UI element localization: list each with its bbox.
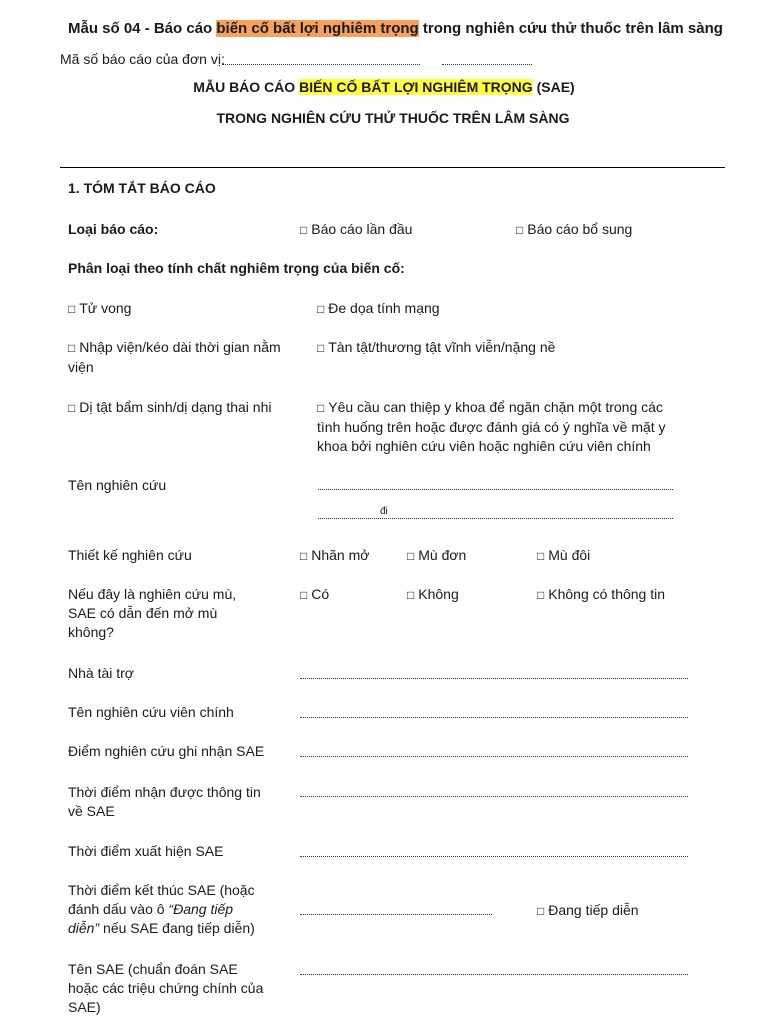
hospitalization-label-line2: viện — [68, 359, 94, 375]
info-received-time-label — [68, 783, 293, 821]
site-field[interactable] — [300, 756, 688, 757]
checkbox-yes[interactable] — [300, 585, 329, 605]
unblinding-label-line1: Nếu đây là nghiên cứu mù, — [68, 586, 237, 602]
title-highlight: BIẾN CỐ BẤT LỢI NGHIÊM TRỌNG — [299, 79, 533, 95]
checkbox-icon: □ — [300, 223, 308, 237]
checkbox-icon: □ — [68, 341, 76, 355]
unblinding-label — [68, 585, 278, 642]
study-name-stray-mark: đi — [380, 506, 388, 517]
checkbox-icon: □ — [407, 549, 415, 563]
unit-code-field-2[interactable] — [442, 64, 532, 65]
checkbox-initial-report[interactable] — [300, 220, 412, 240]
birth-defect-label: Dị tật bẩm sinh/dị dạng thai nhi — [79, 399, 272, 415]
checkbox-single-blind[interactable] — [407, 546, 466, 566]
study-name-field-1[interactable] — [318, 489, 673, 490]
checkbox-birth-defect[interactable] — [68, 398, 271, 418]
intervention-label-line3: khoa bởi nghiên cứu viên hoặc nghiên cứu viên chính — [317, 438, 651, 454]
single-blind-text: Mù đơn — [418, 547, 467, 563]
sae-name-label-line1: Tên SAE (chuẩn đoán SAE — [68, 961, 238, 977]
sponsor-field[interactable] — [300, 678, 688, 679]
form-number-highlight: biến cố bất lợi nghiêm trọng — [216, 20, 419, 37]
checkbox-no[interactable] — [407, 585, 459, 605]
death-label: Tử vong — [79, 300, 132, 316]
onset-time-field[interactable] — [300, 856, 688, 857]
end-time-label-line3a: diễn” — [68, 920, 100, 936]
checkbox-icon: □ — [300, 588, 308, 602]
checkbox-icon: □ — [68, 401, 76, 415]
intervention-label-line2: tình huống trên hoặc được đánh giá có ý nghĩa về mặt y — [317, 419, 666, 435]
checkbox-disability[interactable] — [317, 338, 555, 358]
section-divider — [60, 167, 725, 168]
checkbox-no-information[interactable] — [537, 585, 665, 605]
page-subtitle: TRONG NGHIÊN CỨU THỬ THUỐC TRÊN LÂM SÀNG — [216, 110, 570, 126]
form-number-suffix: trong nghiên cứu thử thuốc trên lâm sàng — [418, 20, 723, 37]
checkbox-icon: □ — [317, 341, 325, 355]
disability-label: Tàn tật/thương tật vĩnh viễn/nặng nề — [328, 339, 556, 355]
page-title — [0, 77, 768, 97]
report-type-label: Loại báo cáo: — [68, 221, 159, 237]
form-number-prefix: Mẫu số 04 - Báo cáo — [68, 20, 217, 37]
info-received-label-line1: Thời điểm nhận được thông tin — [68, 784, 261, 800]
title-prefix: MẪU BÁO CÁO — [193, 79, 300, 95]
checkbox-icon: □ — [300, 549, 308, 563]
no-information-text: Không có thông tin — [548, 586, 666, 602]
end-time-label-line3b: nếu SAE đang tiếp diễn) — [99, 920, 255, 936]
checkbox-ongoing[interactable] — [537, 901, 639, 921]
checkbox-hospitalization[interactable] — [68, 338, 308, 377]
section-heading: 1. TÓM TẮT BÁO CÁO — [68, 180, 216, 196]
unblinding-label-line3: không? — [68, 624, 114, 640]
checkbox-double-blind[interactable] — [537, 546, 590, 566]
sae-name-label-line2: hoặc các triệu chứng chính của — [68, 980, 264, 996]
study-design-label: Thiết kế nghiên cứu — [68, 547, 192, 563]
ongoing-text: Đang tiếp diễn — [548, 902, 639, 918]
supplementary-report-label: Báo cáo bổ sung — [527, 221, 633, 237]
sae-name-field[interactable] — [300, 974, 688, 975]
study-name-label: Tên nghiên cứu — [68, 477, 167, 493]
end-time-label-line2b: “Đang tiếp — [168, 901, 234, 917]
site-label: Điểm nghiên cứu ghi nhận SAE — [68, 743, 265, 759]
checkbox-icon: □ — [317, 302, 325, 316]
title-suffix: (SAE) — [532, 79, 575, 95]
yes-text: Có — [311, 586, 330, 602]
severity-classification-label: Phân loại theo tính chất nghiêm trọng của biến cố: — [68, 260, 405, 276]
no-text: Không — [418, 586, 459, 602]
checkbox-medical-intervention[interactable] — [317, 398, 666, 456]
end-time-label-line2a: đánh dấu vào ô — [68, 901, 169, 917]
checkbox-icon: □ — [537, 588, 545, 602]
initial-report-label: Báo cáo lần đầu — [311, 221, 413, 237]
checkbox-open-label[interactable] — [300, 546, 369, 566]
info-received-label-line2: về SAE — [68, 803, 115, 819]
checkbox-icon: □ — [68, 302, 76, 316]
unit-code-field[interactable] — [222, 64, 420, 65]
open-label-text: Nhãn mở — [311, 547, 370, 563]
study-name-field-2[interactable] — [318, 518, 673, 519]
life-threatening-label: Đe dọa tính mạng — [328, 300, 440, 316]
sae-name-label-line3: SAE) — [68, 999, 101, 1015]
sponsor-label: Nhà tài trợ — [68, 665, 134, 681]
double-blind-text: Mù đôi — [548, 547, 591, 563]
unblinding-label-line2: SAE có dẫn đến mở mù — [68, 605, 218, 621]
onset-time-label: Thời điểm xuất hiện SAE — [68, 843, 224, 859]
checkbox-icon: □ — [516, 223, 524, 237]
principal-investigator-field[interactable] — [300, 717, 688, 718]
checkbox-death[interactable] — [68, 299, 131, 319]
end-time-label — [68, 881, 293, 938]
checkbox-icon: □ — [537, 549, 545, 563]
checkbox-life-threatening[interactable] — [317, 299, 440, 319]
checkbox-supplementary-report[interactable] — [516, 220, 632, 240]
unit-code-label: Mã số báo cáo của đơn vị: — [60, 51, 225, 67]
checkbox-icon: □ — [317, 401, 325, 415]
intervention-label-line1: Yêu cầu can thiệp y khoa để ngăn chặn một trong các — [328, 399, 663, 415]
info-received-time-field[interactable] — [300, 796, 688, 797]
end-time-field[interactable] — [300, 914, 492, 915]
hospitalization-label-line1: Nhập viện/kéo dài thời gian nằm — [79, 339, 281, 355]
sae-name-label — [68, 960, 293, 1017]
principal-investigator-label: Tên nghiên cứu viên chính — [68, 704, 234, 720]
checkbox-icon: □ — [537, 904, 545, 918]
end-time-label-line1: Thời điểm kết thúc SAE (hoặc — [68, 882, 255, 898]
checkbox-icon: □ — [407, 588, 415, 602]
form-number-line — [68, 19, 723, 39]
